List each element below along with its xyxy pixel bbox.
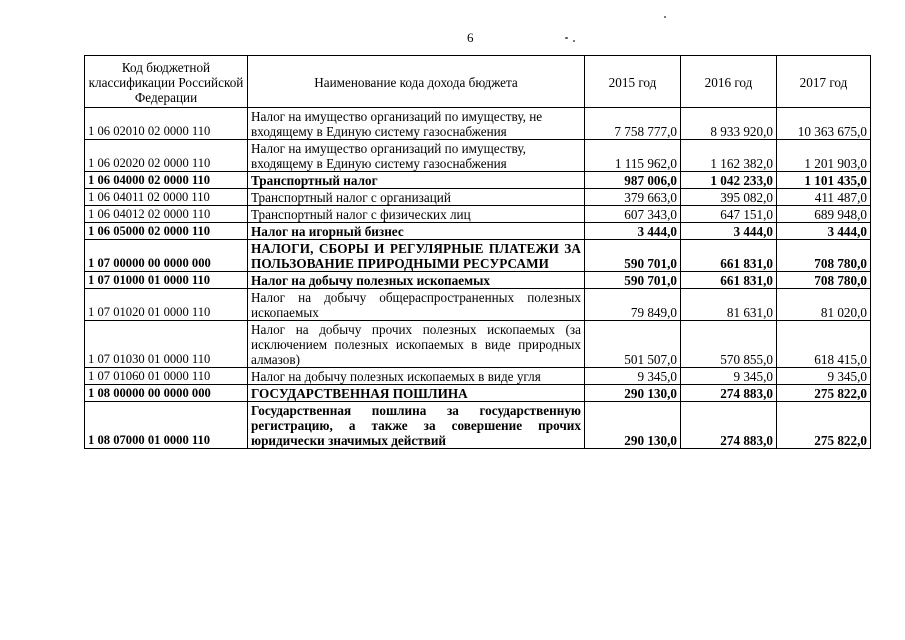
header-2017: 2017 год <box>777 56 871 108</box>
row-code: 1 07 01020 01 0000 110 <box>85 289 248 321</box>
row-value-2017: 411 487,0 <box>777 189 871 206</box>
row-name: Налог на добычу общераспространенных полезных ископаемых <box>248 289 585 321</box>
row-code: 1 07 00000 00 0000 000 <box>85 240 248 272</box>
row-code: 1 07 01030 01 0000 110 <box>85 321 248 368</box>
row-code: 1 06 05000 02 0000 110 <box>85 223 248 240</box>
row-value-2015: 607 343,0 <box>585 206 681 223</box>
budget-revenue-table <box>84 55 871 449</box>
table-row <box>85 108 871 140</box>
row-value-2016: 1 042 233,0 <box>681 172 777 189</box>
row-value-2017: 3 444,0 <box>777 223 871 240</box>
row-value-2015: 379 663,0 <box>585 189 681 206</box>
row-value-2017: 708 780,0 <box>777 240 871 272</box>
row-value-2016: 570 855,0 <box>681 321 777 368</box>
row-value-2016: 395 082,0 <box>681 189 777 206</box>
row-value-2017: 81 020,0 <box>777 289 871 321</box>
row-value-2016: 661 831,0 <box>681 272 777 289</box>
row-value-2015: 79 849,0 <box>585 289 681 321</box>
row-value-2015: 290 130,0 <box>585 402 681 449</box>
table-header-row <box>85 56 871 108</box>
row-value-2017: 275 822,0 <box>777 402 871 449</box>
row-value-2016: 274 883,0 <box>681 385 777 402</box>
header-2015: 2015 год <box>585 56 681 108</box>
row-name: Налог на игорный бизнес <box>248 223 585 240</box>
row-name: Государственная пошлина за государственную регистрацию, а также за совершение прочих юридически значимых действий <box>248 402 585 449</box>
row-code: 1 06 04012 02 0000 110 <box>85 206 248 223</box>
row-name: Налог на добычу полезных ископаемых в виде угля <box>248 368 585 385</box>
table-row <box>85 289 871 321</box>
row-name: Налог на имущество организаций по имуществу, не входящему в Единую систему газоснабжения <box>248 108 585 140</box>
row-value-2016: 1 162 382,0 <box>681 140 777 172</box>
row-value-2016: 8 933 920,0 <box>681 108 777 140</box>
row-value-2015: 3 444,0 <box>585 223 681 240</box>
table-row <box>85 240 871 272</box>
table-row <box>85 206 871 223</box>
row-value-2015: 1 115 962,0 <box>585 140 681 172</box>
row-code: 1 06 02020 02 0000 110 <box>85 140 248 172</box>
row-name: Транспортный налог <box>248 172 585 189</box>
row-name: НАЛОГИ, СБОРЫ И РЕГУЛЯРНЫЕ ПЛАТЕЖИ ЗА ПОЛЬЗОВАНИЕ ПРИРОДНЫМИ РЕСУРСАМИ <box>248 240 585 272</box>
row-value-2017: 708 780,0 <box>777 272 871 289</box>
header-2016: 2016 год <box>681 56 777 108</box>
row-code: 1 06 04000 02 0000 110 <box>85 172 248 189</box>
row-name: Налог на добычу прочих полезных ископаемых (за исключением полезных ископаемых в виде природных алмазов) <box>248 321 585 368</box>
row-name: Налог на добычу полезных ископаемых <box>248 272 585 289</box>
header-code: Код бюджетной классификации Российской Федерации <box>85 56 248 108</box>
row-value-2017: 618 415,0 <box>777 321 871 368</box>
row-value-2016: 647 151,0 <box>681 206 777 223</box>
row-value-2016: 81 631,0 <box>681 289 777 321</box>
row-value-2015: 7 758 777,0 <box>585 108 681 140</box>
header-name: Наименование кода дохода бюджета <box>248 56 585 108</box>
row-name: Транспортный налог с физических лиц <box>248 206 585 223</box>
row-code: 1 07 01000 01 0000 110 <box>85 272 248 289</box>
row-value-2016: 9 345,0 <box>681 368 777 385</box>
table-row <box>85 189 871 206</box>
row-code: 1 08 00000 00 0000 000 <box>85 385 248 402</box>
row-code: 1 08 07000 01 0000 110 <box>85 402 248 449</box>
row-value-2015: 501 507,0 <box>585 321 681 368</box>
scan-speck <box>565 37 568 39</box>
row-value-2015: 290 130,0 <box>585 385 681 402</box>
row-value-2017: 10 363 675,0 <box>777 108 871 140</box>
table-row <box>85 140 871 172</box>
row-name: ГОСУДАРСТВЕННАЯ ПОШЛИНА <box>248 385 585 402</box>
table-row <box>85 402 871 449</box>
table-row <box>85 172 871 189</box>
row-value-2015: 590 701,0 <box>585 240 681 272</box>
table-row <box>85 223 871 240</box>
row-value-2016: 3 444,0 <box>681 223 777 240</box>
scan-speck <box>573 40 575 42</box>
row-value-2017: 275 822,0 <box>777 385 871 402</box>
row-value-2016: 661 831,0 <box>681 240 777 272</box>
row-value-2017: 9 345,0 <box>777 368 871 385</box>
row-value-2017: 1 101 435,0 <box>777 172 871 189</box>
table-row <box>85 368 871 385</box>
row-name: Налог на имущество организаций по имуществу, входящему в Единую систему газоснабжения <box>248 140 585 172</box>
table-row <box>85 385 871 402</box>
row-code: 1 07 01060 01 0000 110 <box>85 368 248 385</box>
row-code: 1 06 04011 02 0000 110 <box>85 189 248 206</box>
row-code: 1 06 02010 02 0000 110 <box>85 108 248 140</box>
row-value-2015: 590 701,0 <box>585 272 681 289</box>
scan-speck <box>664 16 666 18</box>
row-value-2017: 1 201 903,0 <box>777 140 871 172</box>
table-row <box>85 321 871 368</box>
row-value-2015: 9 345,0 <box>585 368 681 385</box>
row-name: Транспортный налог с организаций <box>248 189 585 206</box>
row-value-2016: 274 883,0 <box>681 402 777 449</box>
row-value-2017: 689 948,0 <box>777 206 871 223</box>
table-row <box>85 272 871 289</box>
page-number: 6 <box>467 30 474 45</box>
row-value-2015: 987 006,0 <box>585 172 681 189</box>
